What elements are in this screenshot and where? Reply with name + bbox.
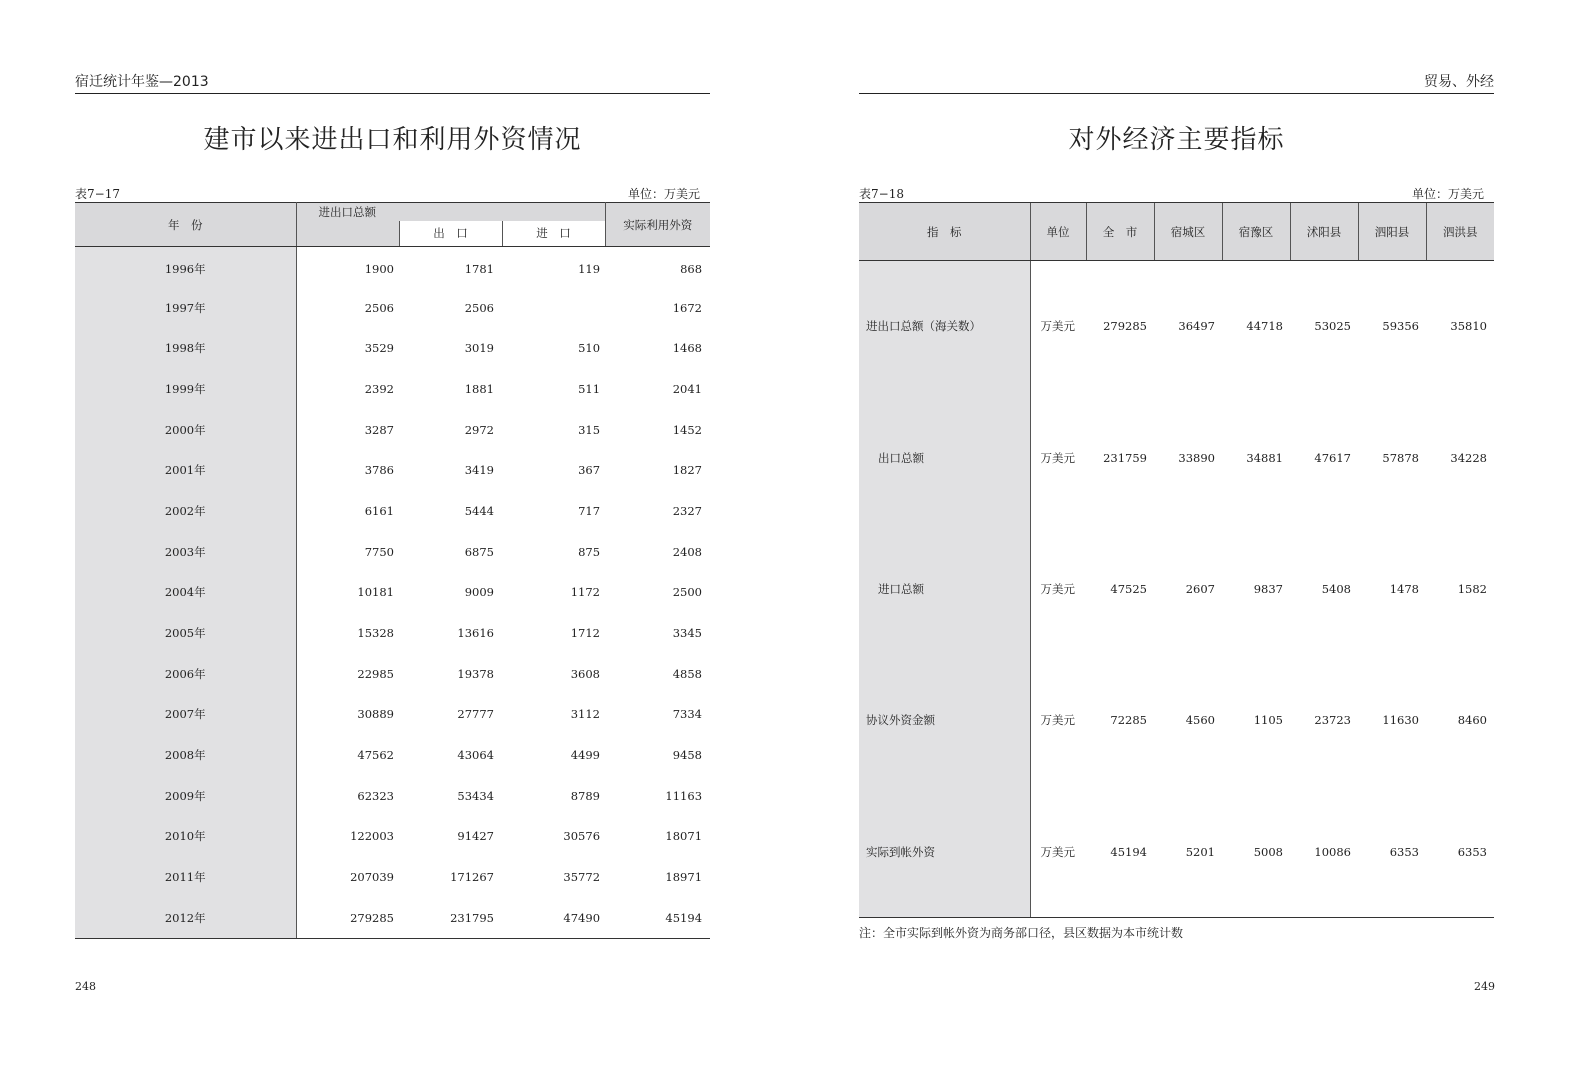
import-cell: 35772	[563, 870, 601, 885]
import-cell: 367	[578, 463, 601, 478]
total-cell: 62323	[357, 788, 394, 803]
unit-cell: 万美元	[1040, 713, 1075, 728]
indicator-cell: 出口总额	[859, 392, 1030, 523]
shuyang-cell: 10086	[1290, 786, 1358, 917]
siyang-cell: 59356	[1382, 319, 1419, 334]
unit-cell: 万美元	[1030, 786, 1086, 917]
year-cell: 2007年	[75, 694, 296, 735]
table-foreign-economy-indicators	[859, 202, 1494, 918]
suchengqu-cell: 36497	[1178, 319, 1215, 334]
fdi-cell: 868	[680, 262, 703, 277]
fdi-cell: 18071	[665, 829, 703, 844]
table-row	[75, 247, 710, 288]
import-cell: 315	[578, 422, 601, 437]
table-row	[75, 369, 710, 410]
fdi-cell: 45194	[605, 898, 710, 939]
export-cell: 9009	[464, 585, 494, 600]
export-cell: 2972	[464, 422, 494, 437]
total-cell: 279285	[296, 898, 399, 939]
fdi-cell: 11163	[665, 788, 703, 803]
year-cell: 1997年	[75, 287, 296, 328]
import-cell	[502, 287, 605, 328]
year-cell: 2001年	[75, 450, 296, 491]
fdi-cell: 3345	[672, 626, 703, 641]
year-cell: 2010年	[75, 816, 296, 857]
suyuqu-cell: 34881	[1246, 450, 1283, 465]
shuyang-cell: 5408	[1321, 581, 1351, 596]
import-cell: 8789	[570, 788, 601, 803]
export-cell: 27777	[457, 707, 494, 722]
table-row	[75, 816, 710, 857]
table-row	[75, 572, 710, 613]
year-cell: 2000年	[75, 409, 296, 450]
running-head: 宿迁统计年鉴—2013	[75, 74, 209, 90]
siyang-cell: 57878	[1382, 450, 1419, 465]
header-indicator: 指 标	[859, 203, 1030, 261]
year-cell: 1999年	[75, 369, 296, 410]
total-cell: 30889	[357, 707, 394, 722]
fdi-cell: 1827	[672, 463, 703, 478]
table-row	[75, 450, 710, 491]
export-cell: 53434	[457, 788, 494, 803]
header-siyang: 泗阳县	[1358, 203, 1426, 261]
header-unit: 单位	[1030, 203, 1086, 261]
export-cell: 1781	[464, 262, 494, 277]
fdi-cell: 2327	[672, 503, 703, 518]
table-row	[75, 613, 710, 654]
table-row	[75, 287, 710, 328]
fdi-cell: 2500	[672, 585, 703, 600]
left-page	[0, 0, 790, 1077]
suchengqu-cell: 33890	[1178, 450, 1215, 465]
export-cell: 3419	[464, 463, 494, 478]
unit-label: 单位：万美元	[1411, 187, 1484, 201]
header-shuyang: 沭阳县	[1290, 203, 1358, 261]
import-cell: 3608	[570, 666, 601, 681]
header-suyuqu: 宿豫区	[1222, 203, 1290, 261]
shuyang-cell: 23723	[1314, 713, 1351, 728]
total-cell: 3287	[364, 422, 394, 437]
city-cell: 72285	[1110, 713, 1147, 728]
suyuqu-cell: 9837	[1253, 581, 1283, 596]
city-cell: 47525	[1110, 581, 1147, 596]
fdi-cell: 18971	[665, 870, 703, 885]
table-row	[75, 531, 710, 572]
export-cell: 3019	[464, 341, 494, 356]
import-cell: 875	[578, 544, 601, 559]
header-suchengqu: 宿城区	[1154, 203, 1222, 261]
year-cell: 2009年	[75, 775, 296, 816]
import-cell: 4499	[570, 748, 601, 763]
unit-cell: 万美元	[1040, 450, 1075, 465]
export-cell: 171267	[450, 870, 494, 885]
table-row	[75, 653, 710, 694]
import-cell: 511	[578, 381, 601, 396]
table-imports-exports-fdi	[75, 202, 710, 939]
shuyang-cell: 47617	[1314, 450, 1351, 465]
city-cell: 231759	[1103, 450, 1147, 465]
fdi-cell: 2408	[672, 544, 703, 559]
export-cell: 1881	[464, 381, 494, 396]
table-row	[75, 735, 710, 776]
year-cell: 2003年	[75, 531, 296, 572]
siyang-cell: 11630	[1382, 713, 1419, 728]
year-cell: 2008年	[75, 735, 296, 776]
indicator-cell: 进口总额	[859, 523, 1030, 654]
total-cell: 47562	[357, 748, 394, 763]
import-cell: 3112	[570, 707, 601, 722]
table-row	[859, 392, 1494, 523]
header-city: 全 市	[1086, 203, 1154, 261]
fdi-cell: 1672	[672, 300, 703, 315]
table-row	[859, 655, 1494, 786]
siyang-cell: 1478	[1389, 581, 1419, 596]
indicator-cell: 进出口总额（海关数）	[859, 261, 1030, 392]
total-cell: 2506	[364, 300, 394, 315]
sihong-cell: 35810	[1450, 319, 1487, 334]
total-cell: 7750	[364, 544, 394, 559]
table-row	[75, 491, 710, 532]
header-sihong: 泗洪县	[1426, 203, 1494, 261]
sihong-cell: 8460	[1457, 713, 1487, 728]
header-export: 出 口	[399, 221, 502, 247]
total-cell: 3529	[364, 341, 394, 356]
total-cell: 15328	[357, 626, 394, 641]
export-cell: 6875	[464, 544, 494, 559]
import-cell: 1712	[570, 626, 601, 641]
import-cell: 119	[578, 262, 601, 277]
table-row	[75, 775, 710, 816]
export-cell: 2506	[464, 300, 494, 315]
fdi-cell: 2041	[672, 381, 703, 396]
table-row	[859, 261, 1494, 392]
shuyang-cell: 53025	[1314, 319, 1351, 334]
city-cell: 45194	[1086, 786, 1154, 917]
fdi-cell: 1452	[672, 422, 703, 437]
total-cell: 6161	[364, 503, 394, 518]
fdi-cell: 4858	[672, 666, 703, 681]
total-cell: 22985	[357, 666, 394, 681]
year-cell: 1996年	[75, 247, 296, 288]
total-cell: 207039	[350, 870, 394, 885]
import-cell: 47490	[502, 898, 605, 939]
header-import: 进 口	[502, 221, 605, 247]
export-cell: 43064	[457, 748, 494, 763]
running-head: 贸易、外经	[1424, 74, 1494, 90]
indicator-cell: 实际到帐外资	[859, 786, 1030, 917]
export-cell: 91427	[457, 829, 494, 844]
fdi-cell: 1468	[672, 341, 703, 356]
table-row	[859, 786, 1494, 917]
siyang-cell: 6353	[1358, 786, 1426, 917]
suchengqu-cell: 2607	[1185, 581, 1215, 596]
import-cell: 717	[578, 503, 601, 518]
footnote: 注：全市实际到帐外资为商务部口径，县区数据为本市统计数	[859, 926, 1184, 940]
export-cell: 13616	[457, 626, 494, 641]
suyuqu-cell: 1105	[1253, 713, 1283, 728]
sihong-cell: 34228	[1450, 450, 1487, 465]
unit-label: 单位：万美元	[627, 187, 700, 201]
header-fdi: 实际利用外资	[605, 203, 710, 247]
right-page	[790, 0, 1587, 1077]
table-row	[75, 857, 710, 898]
year-cell: 2011年	[75, 857, 296, 898]
year-cell: 2012年	[75, 898, 296, 939]
export-cell: 231795	[399, 898, 502, 939]
suchengqu-cell: 5201	[1154, 786, 1222, 917]
fdi-cell: 9458	[672, 748, 703, 763]
table-row	[75, 694, 710, 735]
page-title: 对外经济主要指标	[1068, 125, 1285, 155]
year-cell: 2004年	[75, 572, 296, 613]
header-rule	[859, 93, 1494, 94]
sihong-cell: 6353	[1426, 786, 1494, 917]
header-total-blank	[296, 221, 399, 247]
header-total: 进出口总额	[296, 203, 605, 221]
year-cell: 2005年	[75, 613, 296, 654]
year-cell: 2006年	[75, 653, 296, 694]
unit-cell: 万美元	[1040, 581, 1075, 596]
header-rule	[75, 93, 710, 94]
year-cell: 1998年	[75, 328, 296, 369]
total-cell: 3786	[364, 463, 394, 478]
suchengqu-cell: 4560	[1185, 713, 1215, 728]
page-number: 249	[1474, 980, 1495, 993]
table-number: 表7−17	[75, 187, 120, 201]
import-cell: 30576	[563, 829, 601, 844]
suyuqu-cell: 44718	[1246, 319, 1283, 334]
table-number: 表7−18	[859, 187, 904, 201]
table-row	[75, 409, 710, 450]
unit-cell: 万美元	[1040, 319, 1075, 334]
indicator-cell: 协议外资金额	[859, 655, 1030, 786]
total-cell: 122003	[350, 829, 394, 844]
suyuqu-cell: 5008	[1222, 786, 1290, 917]
page-title: 建市以来进出口和利用外资情况	[203, 125, 582, 155]
table-row	[859, 523, 1494, 654]
import-cell: 510	[578, 341, 601, 356]
total-cell: 2392	[364, 381, 394, 396]
header-year: 年 份	[75, 203, 296, 247]
fdi-cell: 7334	[672, 707, 703, 722]
page-number: 248	[75, 980, 96, 993]
export-cell: 19378	[457, 666, 494, 681]
total-cell: 10181	[357, 585, 394, 600]
year-cell: 2002年	[75, 491, 296, 532]
total-cell: 1900	[364, 262, 394, 277]
import-cell: 1172	[570, 585, 601, 600]
sihong-cell: 1582	[1457, 581, 1487, 596]
table-row	[75, 898, 710, 939]
export-cell: 5444	[464, 503, 494, 518]
city-cell: 279285	[1103, 319, 1147, 334]
table-row	[75, 328, 710, 369]
